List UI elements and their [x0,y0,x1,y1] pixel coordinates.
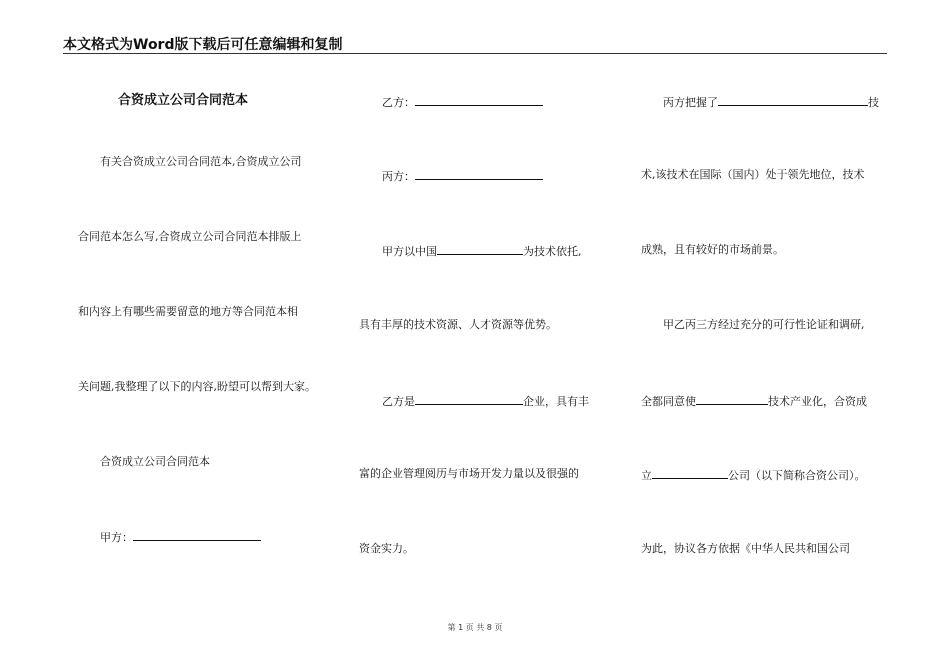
paragraph-line: 具有丰厚的技术资源、人才资源等优势。 [359,318,557,331]
paragraph-line [641,393,867,409]
party-a-label: 甲方： [100,531,133,544]
paragraph-line: 资金实力。 [359,542,414,555]
paragraph-line: 富的企业管理阅历与市场开发力量以及很强的 [359,467,579,480]
text-segment: 全都同意使 [641,395,696,408]
fill-blank [133,529,261,541]
fill-blank [652,467,728,479]
fill-blank [718,94,868,106]
paragraph-line: 关问题,我整理了以下的内容,盼望可以帮到大家。 [78,380,316,393]
party-a-line [100,529,261,545]
text-segment: 乙方是 [382,395,415,408]
fill-blank [696,393,768,405]
text-segment: 立 [641,469,652,482]
paragraph-line: 为此，协议各方依据《中华人民共和国公司 [641,542,850,555]
text-segment: 丙方把握了 [663,96,718,109]
party-b-label: 乙方： [382,96,415,109]
fill-blank [437,243,523,255]
paragraph-line [382,393,589,409]
text-segment: 为技术依托, [523,245,582,258]
paragraph-line [663,94,879,110]
party-b-line [382,94,543,110]
fill-blank [415,94,543,106]
header-divider [63,53,887,54]
text-segment: 企业，具有丰 [523,395,589,408]
document-title: 合资成立公司合同范本 [118,93,249,108]
paragraph-line: 成熟，且有较好的市场前景。 [641,243,784,256]
paragraph-line: 和内容上有哪些需要留意的地方等合同范本相 [78,305,298,318]
party-c-label: 丙方： [382,170,415,183]
text-segment: 公司（以下简称合资公司）。 [728,469,866,482]
page-header: 本文格式为Word版下载后可任意编辑和复制 [63,37,343,53]
paragraph-line: 甲乙丙三方经过充分的可行性论证和调研, [663,318,865,331]
fill-blank [415,168,543,180]
page-number: 第 1 页 共 8 页 [447,623,503,632]
paragraph-line: 术,该技术在国际（国内）处于领先地位，技术 [641,168,865,181]
paragraph-line [382,243,582,259]
text-segment: 技术产业化，合资成 [768,395,867,408]
text-segment: 甲方以中国 [382,245,437,258]
section-subtitle: 合资成立公司合同范本 [100,455,210,468]
fill-blank [415,393,523,405]
paragraph-line [641,467,866,483]
paragraph-line: 合同范本怎么写,合资成立公司合同范本排版上 [78,230,302,243]
party-c-line [382,168,543,184]
text-segment: 技 [868,96,879,109]
paragraph-line: 有关合资成立公司合同范本,合资成立公司 [100,155,302,168]
